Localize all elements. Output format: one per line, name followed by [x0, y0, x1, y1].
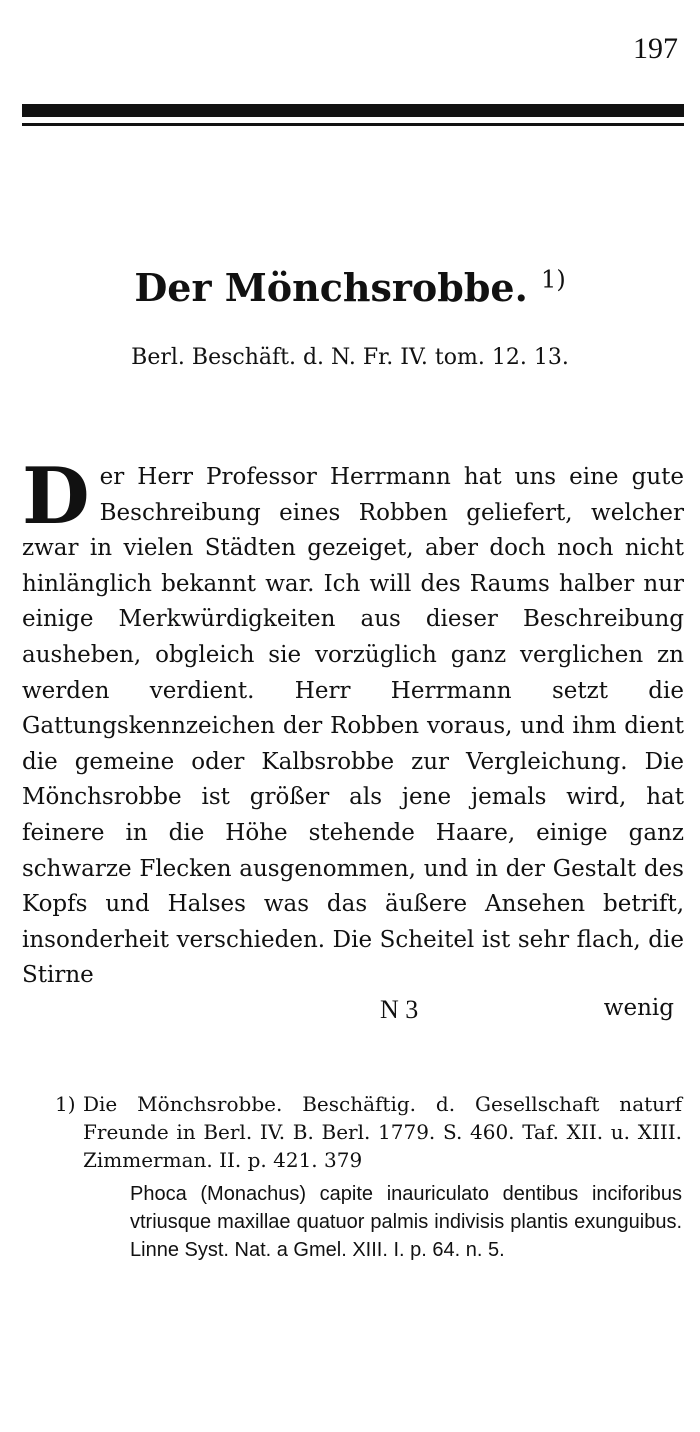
dropcap: D — [22, 451, 90, 542]
catchword: wenig — [603, 995, 674, 1021]
paragraph-text: er Herr Professor Herrmann hat uns eine gute Beschreibung eines Robben geliefert, welcher zwar in vielen Städten gezeiget, aber doch noch nicht hinlänglich bekannt war. Ich will des Raums halber nur einige Merkwürdigkeiten aus dieser Beschreibung ausheben, obgleich sie vorzüglich ganz verglichen zn werden verdient. Herr Herrmann setzt die Gattungskennzeichen der Robben voraus, und ihm dient die gemeine oder Kalbsrobbe zur Vergleichung. Die Mönchsrobbe ist größer als jene jemals wird, hat feinere in die Höhe stehende Haare, einige ganz schwarze Flecken ausgenommen, und in der Gestalt des Kopfs und Halses was das äußere Ansehen betrift, insonderheit verschieden. Die Scheitel ist sehr flach, die Stirne — [22, 464, 684, 989]
footnote — [55, 1090, 682, 1264]
title-footnote-ref: 1) — [541, 265, 566, 294]
header-rule-thick — [22, 104, 684, 117]
page-title — [0, 265, 700, 310]
header-rule-thin — [22, 123, 684, 126]
body-text — [22, 451, 684, 994]
signature-mark: N 3 — [380, 995, 419, 1024]
footnote-latin-text: Phoca (Monachus) capite inauriculato dentibus inciforibus vtriusque maxillae quatuor palmis indivisis plantis exunguibus. Linne Syst. Nat. a Gmel. XIII. I. p. 64. n. 5. — [130, 1183, 682, 1261]
footnote-main-text: Die Mönchsrobbe. Beschäftig. d. Gesellschaft naturf Freunde in Berl. IV. B. Berl. 1779. S. 460. Taf. XII. u. XIII. Zimmerman. II. p. 421. 379 — [83, 1092, 682, 1172]
title-text: Der Mönchsrobbe. — [134, 265, 528, 310]
source-citation: Berl. Beschäft. d. N. Fr. IV. tom. 12. 13. — [131, 345, 569, 370]
footnote-marker: 1) — [55, 1092, 76, 1116]
body-paragraph — [22, 451, 684, 994]
page-number: 197 — [633, 32, 678, 65]
